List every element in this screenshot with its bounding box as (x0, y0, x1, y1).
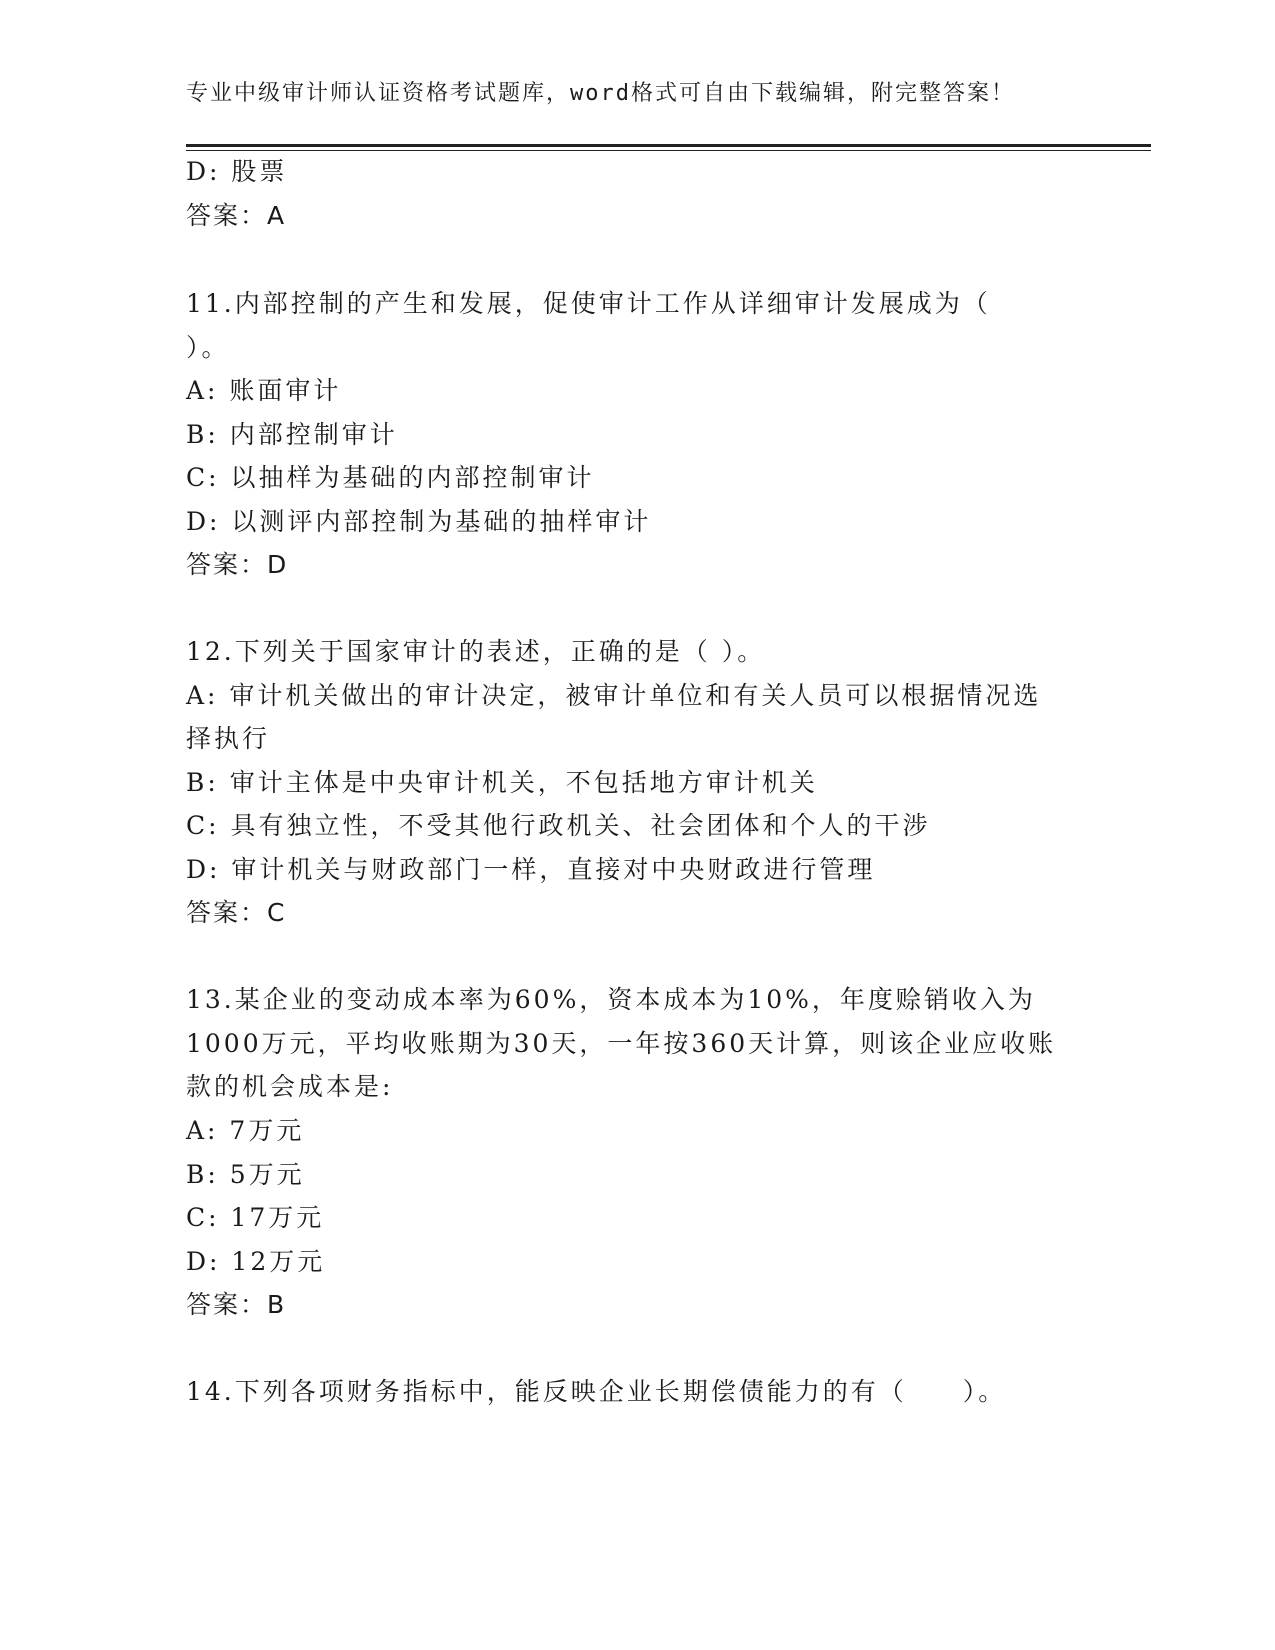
q11-stem-line2: ）。 (186, 333, 230, 362)
q13-stem-line3: 款的机会成本是: (186, 1072, 394, 1101)
q11-stem-line1: 11.内部控制的产生和发展，促使审计工作从详细审计发展成为（ (186, 289, 991, 318)
q11-option-b: B: 内部控制审计 (186, 420, 398, 449)
q12-stem: 12.下列关于国家审计的表述，正确的是（ ）。 (186, 637, 766, 666)
q13-option-b: B: 5万元 (186, 1160, 305, 1189)
header-divider-thin (186, 150, 1151, 151)
q12-option-b: B: 审计主体是中央审计机关，不包括地方审计机关 (186, 768, 818, 797)
q13-option-a: A: 7万元 (186, 1116, 305, 1145)
q14-stem: 14.下列各项财务指标中，能反映企业长期偿债能力的有（ ）。 (186, 1377, 1007, 1406)
header-divider-thick (186, 144, 1151, 147)
q12-option-a-line2: 择执行 (186, 724, 271, 753)
q13-stem-line2: 1000万元，平均收账期为30天，一年按360天计算，则该企业应收账 (186, 1029, 1057, 1058)
q11-option-c: C: 以抽样为基础的内部控制审计 (186, 463, 595, 492)
q12-answer: 答案：C (186, 898, 287, 927)
page-header: 专业中级审计师认证资格考试题库，word格式可自由下载编辑，附完整答案！ (186, 81, 1015, 106)
q12-option-d: D: 审计机关与财政部门一样，直接对中央财政进行管理 (186, 855, 876, 884)
q11-answer: 答案：D (186, 550, 289, 579)
q13-option-c: C: 17万元 (186, 1203, 325, 1232)
q11-option-d: D: 以测评内部控制为基础的抽样审计 (186, 507, 652, 536)
q10-option-d: D: 股票 (186, 157, 288, 186)
q12-option-a-line1: A: 审计机关做出的审计决定，被审计单位和有关人员可以根据情况选 (186, 681, 1042, 710)
q12-option-c: C: 具有独立性，不受其他行政机关、社会团体和个人的干涉 (186, 811, 931, 840)
q13-stem-line1: 13.某企业的变动成本率为60%，资本成本为10%，年度赊销收入为 (186, 985, 1036, 1014)
q10-answer: 答案：A (186, 201, 287, 230)
q11-option-a: A: 账面审计 (186, 376, 342, 405)
q13-answer: 答案：B (186, 1290, 287, 1319)
q13-option-d: D: 12万元 (186, 1247, 326, 1276)
